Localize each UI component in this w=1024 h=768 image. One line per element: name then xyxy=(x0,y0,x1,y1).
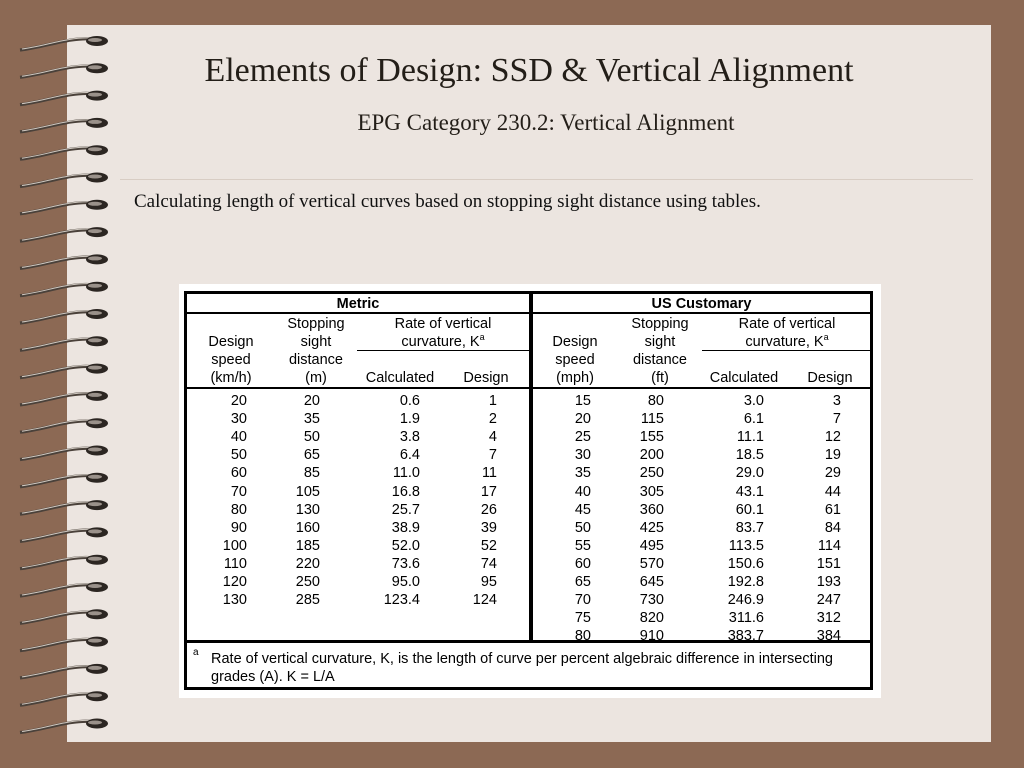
us-k-label: curvature, K xyxy=(745,334,824,350)
us-customary-title: US Customary xyxy=(651,296,752,312)
ring-icon xyxy=(20,336,108,350)
ring-icon xyxy=(20,364,108,378)
metric-cell-speed: 120 xyxy=(222,574,247,590)
us-ssd-header: distance xyxy=(632,352,687,368)
us-cell-k-design: 44 xyxy=(824,483,841,500)
metric-cell-k-design: 26 xyxy=(480,501,497,518)
metric-cell-ssd: 160 xyxy=(295,519,320,536)
metric-cell-k-design: 2 xyxy=(488,411,497,428)
ring-icon xyxy=(20,254,108,268)
ring-icon xyxy=(20,391,108,405)
us-cell-k-design: 84 xyxy=(824,519,841,536)
ssd-table-image xyxy=(179,284,881,698)
us-ssd-header: Stopping xyxy=(631,316,689,332)
metric-ssd-header: (m) xyxy=(305,370,327,386)
metric-cell-speed: 50 xyxy=(230,447,247,464)
us-cell-ssd: 200 xyxy=(639,447,664,464)
ring-icon xyxy=(20,36,108,50)
us-cell-k-calculated: 60.1 xyxy=(735,501,764,518)
us-cell-ssd: 115 xyxy=(640,411,664,428)
ring-icon xyxy=(20,664,108,678)
us-cell-k-calculated: 383.7 xyxy=(727,628,764,645)
metric-k-header: Rate of vertical xyxy=(394,316,492,332)
us-cell-k-design: 29 xyxy=(824,465,841,482)
us-cell-k-design: 384 xyxy=(816,628,841,645)
us-cell-k-design: 12 xyxy=(824,429,841,446)
metric-cell-ssd: 105 xyxy=(295,483,320,500)
ring-icon xyxy=(20,282,108,296)
us-cell-k-design: 3 xyxy=(832,393,841,409)
metric-cell-k-calculated: 95.0 xyxy=(391,574,420,590)
metric-cell-speed: 40 xyxy=(230,429,247,446)
us-cell-k-design: 61 xyxy=(824,501,841,518)
metric-cell-k-calculated: 73.6 xyxy=(391,555,420,572)
metric-cell-k-calculated: 16.8 xyxy=(391,483,420,500)
ring-icon xyxy=(20,418,108,432)
ssd-k-table xyxy=(184,291,873,690)
metric-speed-header: speed xyxy=(211,352,251,368)
metric-cell-speed: 110 xyxy=(223,555,247,572)
metric-cell-speed: 20 xyxy=(230,393,247,409)
us-cell-k-calculated: 311.6 xyxy=(728,610,764,627)
metric-cell-ssd: 50 xyxy=(303,429,320,446)
us-cell-k-design: 7 xyxy=(832,411,841,428)
us-cell-k-design: 193 xyxy=(816,574,841,590)
us-cell-speed: 30 xyxy=(574,447,591,464)
footnote-text: Rate of vertical curvature, K, is the length of curve per percent algebraic difference in intersecting grades (A). K = L/A xyxy=(211,651,833,685)
ring-icon xyxy=(20,145,108,159)
ring-icon xyxy=(20,446,108,460)
us-cell-ssd: 360 xyxy=(639,501,664,518)
ring-icon xyxy=(20,527,108,541)
ring-icon xyxy=(20,691,108,705)
us-cell-speed: 75 xyxy=(574,610,591,627)
us-ssd-header: sight xyxy=(644,334,676,350)
metric-calculated-header: Calculated xyxy=(365,370,435,386)
us-cell-speed: 40 xyxy=(574,483,591,500)
us-cell-speed: 50 xyxy=(574,519,591,536)
metric-cell-k-calculated: 11.0 xyxy=(392,465,420,482)
us-ssd-header: (ft) xyxy=(651,370,669,386)
footnote-mark: a xyxy=(193,647,199,658)
metric-k-header xyxy=(357,333,529,351)
metric-cell-k-calculated: 52.0 xyxy=(391,537,420,554)
metric-cell-ssd: 65 xyxy=(303,447,320,464)
us-cell-k-calculated: 3.0 xyxy=(743,393,764,409)
metric-cell-ssd: 130 xyxy=(295,501,320,518)
metric-design-header: Design xyxy=(463,370,509,386)
metric-cell-k-calculated: 38.9 xyxy=(391,519,420,536)
us-cell-speed: 80 xyxy=(574,628,591,645)
us-cell-ssd: 250 xyxy=(639,465,664,482)
title-divider xyxy=(120,179,973,180)
metric-cell-k-design: 95 xyxy=(480,574,497,590)
metric-cell-k-calculated: 6.4 xyxy=(399,447,420,464)
ring-icon xyxy=(20,118,108,132)
us-cell-speed: 45 xyxy=(574,501,591,518)
ring-icon xyxy=(20,91,108,105)
us-cell-speed: 65 xyxy=(574,574,591,590)
slide-body-text: Calculating length of vertical curves based on stopping sight distance using tables. xyxy=(134,191,761,212)
metric-cell-k-design: 74 xyxy=(480,555,497,572)
metric-cell-speed: 30 xyxy=(230,411,247,428)
us-cell-k-design: 19 xyxy=(824,447,841,464)
us-cell-speed: 20 xyxy=(574,411,591,428)
us-cell-ssd: 730 xyxy=(639,592,664,609)
us-cell-speed: 25 xyxy=(574,429,591,446)
metric-cell-k-calculated: 1.9 xyxy=(399,411,420,428)
us-cell-ssd: 495 xyxy=(639,537,664,554)
metric-cell-speed: 80 xyxy=(230,501,247,518)
us-cell-k-calculated: 43.1 xyxy=(735,483,764,500)
metric-cell-speed: 60 xyxy=(230,465,247,482)
us-design-header: Design xyxy=(807,370,853,386)
ring-icon xyxy=(20,500,108,514)
us-cell-ssd: 305 xyxy=(639,483,664,500)
us-speed-header: speed xyxy=(555,352,595,368)
ring-icon xyxy=(20,63,108,77)
metric-cell-k-calculated: 25.7 xyxy=(391,501,420,518)
us-cell-k-design: 312 xyxy=(816,610,841,627)
us-cell-ssd: 80 xyxy=(647,393,664,409)
us-cell-k-design: 151 xyxy=(816,555,841,572)
us-cell-k-calculated: 83.7 xyxy=(735,519,764,536)
spiral-binding-rings xyxy=(0,0,120,768)
metric-speed-header: Design xyxy=(208,334,254,350)
ring-icon xyxy=(20,227,108,241)
us-cell-k-design: 114 xyxy=(817,537,841,554)
ring-icon xyxy=(20,609,108,623)
ring-icon xyxy=(20,309,108,323)
us-cell-k-calculated: 11.1 xyxy=(736,429,764,446)
us-cell-ssd: 820 xyxy=(639,610,664,627)
us-cell-speed: 55 xyxy=(574,537,591,554)
us-cell-ssd: 155 xyxy=(639,429,664,446)
us-cell-speed: 70 xyxy=(574,592,591,609)
us-cell-ssd: 570 xyxy=(639,555,664,572)
metric-cell-k-design: 11 xyxy=(481,465,497,482)
ring-icon xyxy=(20,173,108,187)
us-cell-speed: 15 xyxy=(574,393,591,409)
ring-icon xyxy=(20,637,108,651)
metric-ssd-header: distance xyxy=(288,352,343,368)
us-k-header xyxy=(701,333,873,351)
us-cell-ssd: 425 xyxy=(639,519,664,536)
metric-cell-ssd: 85 xyxy=(303,465,320,482)
metric-cell-speed: 90 xyxy=(230,519,247,536)
metric-cell-ssd: 35 xyxy=(303,411,320,428)
metric-ssd-header: Stopping xyxy=(287,316,345,332)
metric-cell-k-design: 4 xyxy=(488,429,497,446)
us-cell-k-calculated: 29.0 xyxy=(735,465,764,482)
metric-cell-ssd: 220 xyxy=(295,555,320,572)
metric-cell-k-calculated: 0.6 xyxy=(399,393,420,409)
metric-title: Metric xyxy=(336,296,380,312)
us-cell-k-design: 247 xyxy=(816,592,841,609)
metric-cell-ssd: 185 xyxy=(295,537,320,554)
us-cell-speed: 35 xyxy=(574,465,591,482)
metric-cell-k-design: 1 xyxy=(488,393,497,409)
metric-cell-k-design: 124 xyxy=(472,592,497,609)
metric-cell-k-design: 39 xyxy=(480,519,497,536)
us-k-header: Rate of vertical xyxy=(738,316,836,332)
metric-cell-speed: 70 xyxy=(230,483,247,500)
us-cell-ssd: 645 xyxy=(639,574,664,590)
us-cell-k-calculated: 113.5 xyxy=(728,537,764,554)
us-cell-speed: 60 xyxy=(574,555,591,572)
metric-cell-ssd: 20 xyxy=(303,393,320,409)
header-rule xyxy=(187,387,870,389)
us-cell-k-calculated: 6.1 xyxy=(743,411,764,428)
us-speed-header: Design xyxy=(552,334,598,350)
ring-icon xyxy=(20,200,108,214)
metric-cell-k-calculated: 3.8 xyxy=(399,429,420,446)
us-cell-ssd: 910 xyxy=(639,628,664,645)
us-k-footnote-ref: a xyxy=(823,332,829,343)
slide-title: Elements of Design: SSD & Vertical Alignment xyxy=(204,52,854,89)
metric-cell-k-design: 17 xyxy=(480,483,497,500)
us-cell-k-calculated: 18.5 xyxy=(735,447,764,464)
metric-k-footnote-ref: a xyxy=(479,332,485,343)
metric-cell-k-design: 7 xyxy=(488,447,497,464)
us-calculated-header: Calculated xyxy=(709,370,779,386)
metric-speed-header: (km/h) xyxy=(210,370,252,386)
us-cell-k-calculated: 150.6 xyxy=(727,555,764,572)
metric-cell-k-design: 52 xyxy=(480,537,497,554)
ring-icon xyxy=(20,719,108,733)
metric-cell-ssd: 250 xyxy=(295,574,320,590)
metric-cell-speed: 130 xyxy=(222,592,247,609)
us-cell-k-calculated: 246.9 xyxy=(727,592,764,609)
metric-cell-ssd: 285 xyxy=(295,592,320,609)
ring-icon xyxy=(20,473,108,487)
metric-k-label: curvature, K xyxy=(401,334,480,350)
us-cell-k-calculated: 192.8 xyxy=(727,574,764,590)
ring-icon xyxy=(20,582,108,596)
metric-cell-k-calculated: 123.4 xyxy=(383,592,420,609)
slide-subtitle: EPG Category 230.2: Vertical Alignment xyxy=(357,110,735,135)
metric-ssd-header: sight xyxy=(300,334,332,350)
metric-cell-speed: 100 xyxy=(222,537,247,554)
ring-icon xyxy=(20,555,108,569)
us-speed-header: (mph) xyxy=(556,370,594,386)
